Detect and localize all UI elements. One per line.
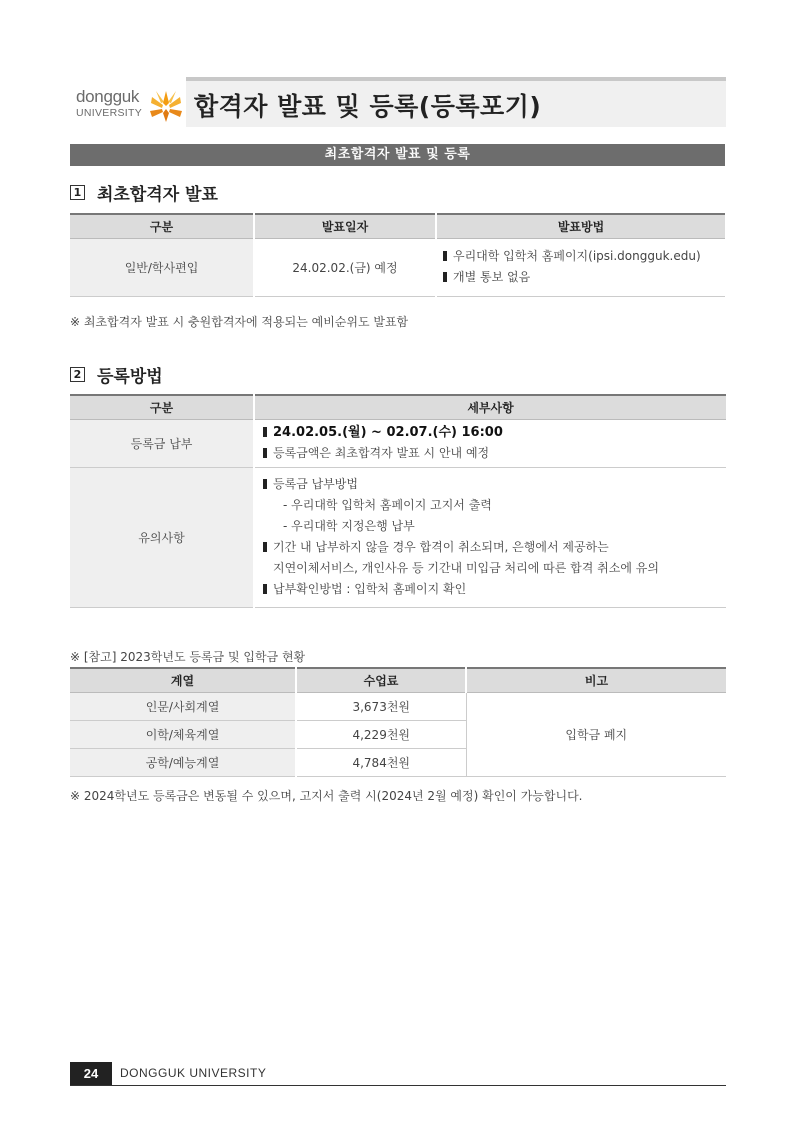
- col-header-date: 발표일자: [254, 214, 436, 238]
- detail-item: 납부확인방법 : 입학처 홈페이지 확인: [263, 579, 726, 600]
- col-header-details: 세부사항: [254, 395, 726, 419]
- cell-field: 공학/예능계열: [70, 748, 296, 776]
- bullet-icon: [263, 479, 267, 489]
- footer-university: DONGGUK UNIVERSITY: [120, 1066, 267, 1080]
- col-header-category: 구분: [70, 214, 254, 238]
- page-footer: [70, 1062, 726, 1086]
- bullet-icon: [263, 542, 267, 552]
- section1-heading: [70, 180, 218, 205]
- cell-tuition: 3,673천원: [296, 692, 466, 720]
- registration-table: [70, 394, 726, 608]
- method-item: 우리대학 입학처 홈페이지(ipsi.dongguk.edu): [443, 246, 725, 267]
- logo-word-dongguk: dongguk: [76, 87, 140, 106]
- cell-category: 유의사항: [70, 467, 254, 607]
- logo-word-university: UNIVERSITY: [76, 107, 143, 119]
- cell-details: [254, 419, 726, 467]
- bullet-icon: [443, 251, 447, 261]
- cell-field: 이학/체육계열: [70, 720, 296, 748]
- cell-field: 인문/사회계열: [70, 692, 296, 720]
- section1-title: 최초합격자 발표: [97, 185, 218, 205]
- section2-heading: [70, 362, 163, 387]
- col-header-category: 구분: [70, 395, 254, 419]
- section2-title: 등록방법: [97, 367, 163, 387]
- cell-methods: [436, 238, 725, 296]
- cell-tuition: 4,229천원: [296, 720, 466, 748]
- table-row: [70, 238, 725, 296]
- bullet-icon: [443, 272, 447, 282]
- fee-caption: ※ [참고] 2023학년도 등록금 및 입학금 현황: [70, 650, 306, 664]
- col-header-field: 계열: [70, 668, 296, 692]
- bullet-icon: [263, 448, 267, 458]
- section-bar: 최초합격자 발표 및 등록: [70, 144, 725, 166]
- announcement-table: [70, 213, 725, 297]
- detail-item: 등록금액은 최초합격자 발표 시 안내 예정: [263, 443, 726, 464]
- cell-details: [254, 467, 726, 607]
- payment-period: 24.02.05.(월) ~ 02.07.(수) 16:00: [263, 422, 726, 443]
- section1-note: ※ 최초합격자 발표 시 충원합격자에 적용되는 예비순위도 발표함: [70, 315, 409, 329]
- bullet-icon: [263, 427, 267, 437]
- detail-item: 기간 내 납부하지 않을 경우 합격이 취소되며, 은행에서 제공하는: [263, 537, 726, 558]
- detail-subitem: - 우리대학 입학처 홈페이지 고지서 출력: [283, 498, 492, 512]
- cell-tuition: 4,784천원: [296, 748, 466, 776]
- lotus-emblem-icon: [148, 89, 184, 123]
- section2-number: 2: [70, 367, 85, 382]
- page-title: 합격자 발표 및 등록(등록포기): [194, 92, 542, 121]
- col-header-remark: 비고: [466, 668, 726, 692]
- cell-remark: 입학금 폐지: [466, 692, 726, 776]
- title-box: [186, 81, 726, 127]
- detail-continuation: 지연이체서비스, 개인사유 등 기간내 미입금 처리에 따른 합격 취소에 유의: [273, 561, 659, 575]
- detail-item: 등록금 납부방법: [263, 474, 726, 495]
- section1-number: 1: [70, 185, 85, 200]
- fee-table: [70, 667, 726, 777]
- cell-category: 등록금 납부: [70, 419, 254, 467]
- page-header: [70, 77, 726, 127]
- page-number: 24: [70, 1062, 112, 1085]
- col-header-tuition: 수업료: [296, 668, 466, 692]
- method-item: 개별 통보 없음: [443, 267, 725, 288]
- university-logo: [76, 87, 186, 127]
- table-row: [70, 419, 726, 467]
- table-row: [70, 467, 726, 607]
- fee-note: ※ 2024학년도 등록금은 변동될 수 있으며, 고지서 출력 시(2024년 2월 예정) 확인이 가능합니다.: [70, 789, 583, 803]
- detail-subitem: - 우리대학 지정은행 납부: [283, 519, 415, 533]
- table-row: [70, 692, 726, 720]
- col-header-method: 발표방법: [436, 214, 725, 238]
- cell-category: 일반/학사편입: [70, 238, 254, 296]
- bullet-icon: [263, 584, 267, 594]
- cell-date: 24.02.02.(금) 예정: [254, 238, 436, 296]
